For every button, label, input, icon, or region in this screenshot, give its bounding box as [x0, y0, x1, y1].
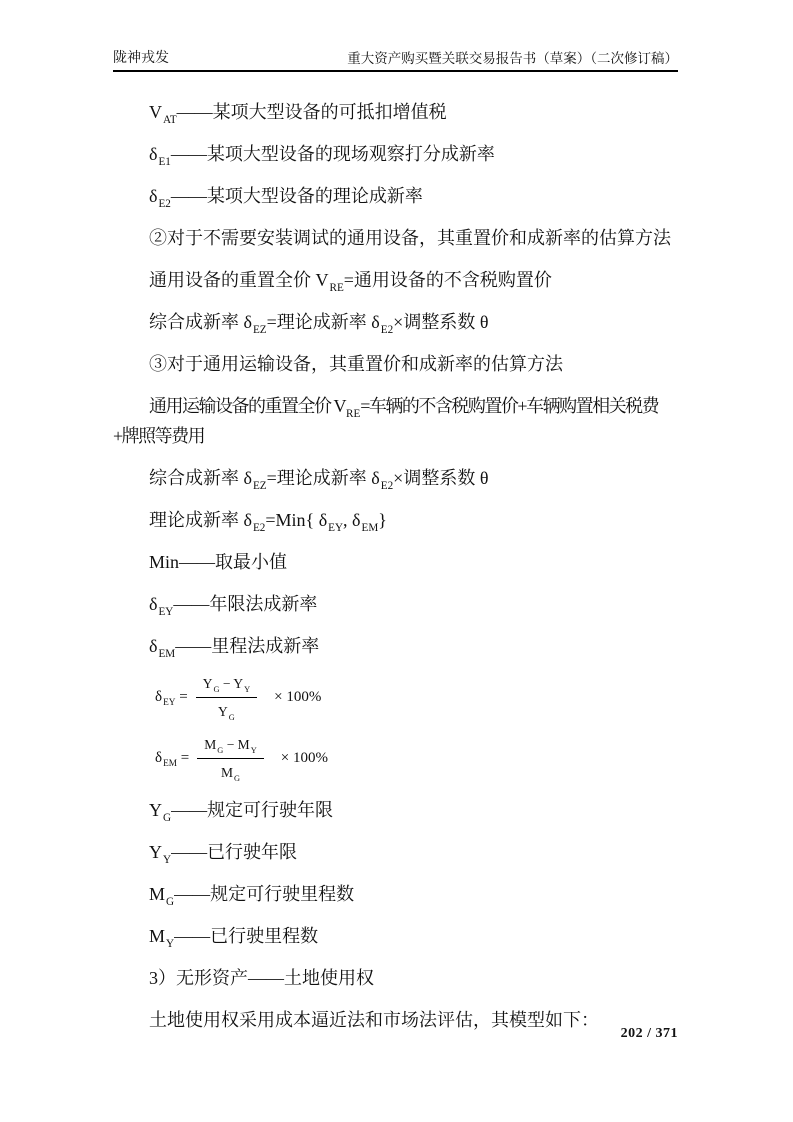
formula-multiplier: × 100%: [280, 750, 328, 766]
formula-multiplier: × 100%: [274, 689, 322, 705]
formula-denominator: $M_G$: [220, 765, 241, 783]
paragraph: $Y_Y——$已行驶年限: [149, 842, 298, 866]
paragraph: $\delta_{EY}——$年限法成新率: [149, 594, 318, 618]
formula-fraction: [196, 673, 257, 722]
paragraph: 通用设备的重置全价 $V_{RE}=$通用设备的不含税购置价: [149, 270, 552, 294]
formula-lhs: $\delta_{EM}$ =: [155, 750, 190, 769]
paragraph: 理论成新率 $\delta_{E2}=Min${ $\delta_{EY}$, $\delta_{EM}$}: [149, 510, 387, 534]
paragraph: $V_{AT}——$某项大型设备的可抵扣增值税: [149, 102, 447, 126]
paragraph: 通用运输设备的重置全价 $V_{RE}=$车辆的不含税购置价+车辆购置相关税费+牌照等费用: [113, 396, 659, 446]
paragraph: ②对于不需要安装调试的通用设备，其重置价和成新率的估算方法: [149, 228, 671, 248]
paragraph: $Y_G——$规定可行驶年限: [149, 800, 334, 824]
formula: [155, 734, 678, 783]
formula: [155, 673, 678, 722]
formula-denominator: $Y_G$: [218, 704, 235, 722]
paragraph: 土地使用权采用成本逼近法和市场法评估，其模型如下：: [149, 1010, 599, 1030]
formula-numerator: $Y_G - Y_Y$: [196, 673, 257, 698]
paragraph: ③对于通用运输设备，其重置价和成新率的估算方法: [149, 354, 563, 374]
formula-lhs: $\delta_{EY}$ =: [155, 689, 188, 708]
header-report-title: 重大资产购买暨关联交易报告书（草案）（二次修订稿）: [347, 51, 678, 66]
paragraph: 综合成新率 $\delta_{EZ}=$理论成新率 $\delta_{E2}\times$调整系数 θ: [149, 468, 489, 492]
formula-numerator: $M_G - M_Y$: [197, 734, 263, 759]
paragraph: $\delta_{E2}——$某项大型设备的理论成新率: [149, 186, 423, 210]
page-header: [113, 0, 678, 72]
formula-fraction: [197, 734, 263, 783]
paragraph: $\delta_{EM}——$里程法成新率: [149, 636, 320, 660]
paragraph: 3）无形资产——土地使用权: [149, 968, 374, 988]
paragraph: $\delta_{E1}——$某项大型设备的现场观察打分成新率: [149, 144, 495, 168]
page-number: 202 / 371: [620, 1026, 678, 1041]
header-company-name: 陇神戎发: [113, 51, 169, 66]
paragraph: $M_Y——$已行驶里程数: [149, 926, 319, 950]
document-body: [113, 97, 678, 1035]
paragraph: $M_G——$规定可行驶里程数: [149, 884, 355, 908]
paragraph: 综合成新率 $\delta_{EZ}=$理论成新率 $\delta_{E2}\times$调整系数 θ: [149, 312, 489, 336]
paragraph: Min——取最小值: [149, 552, 288, 572]
